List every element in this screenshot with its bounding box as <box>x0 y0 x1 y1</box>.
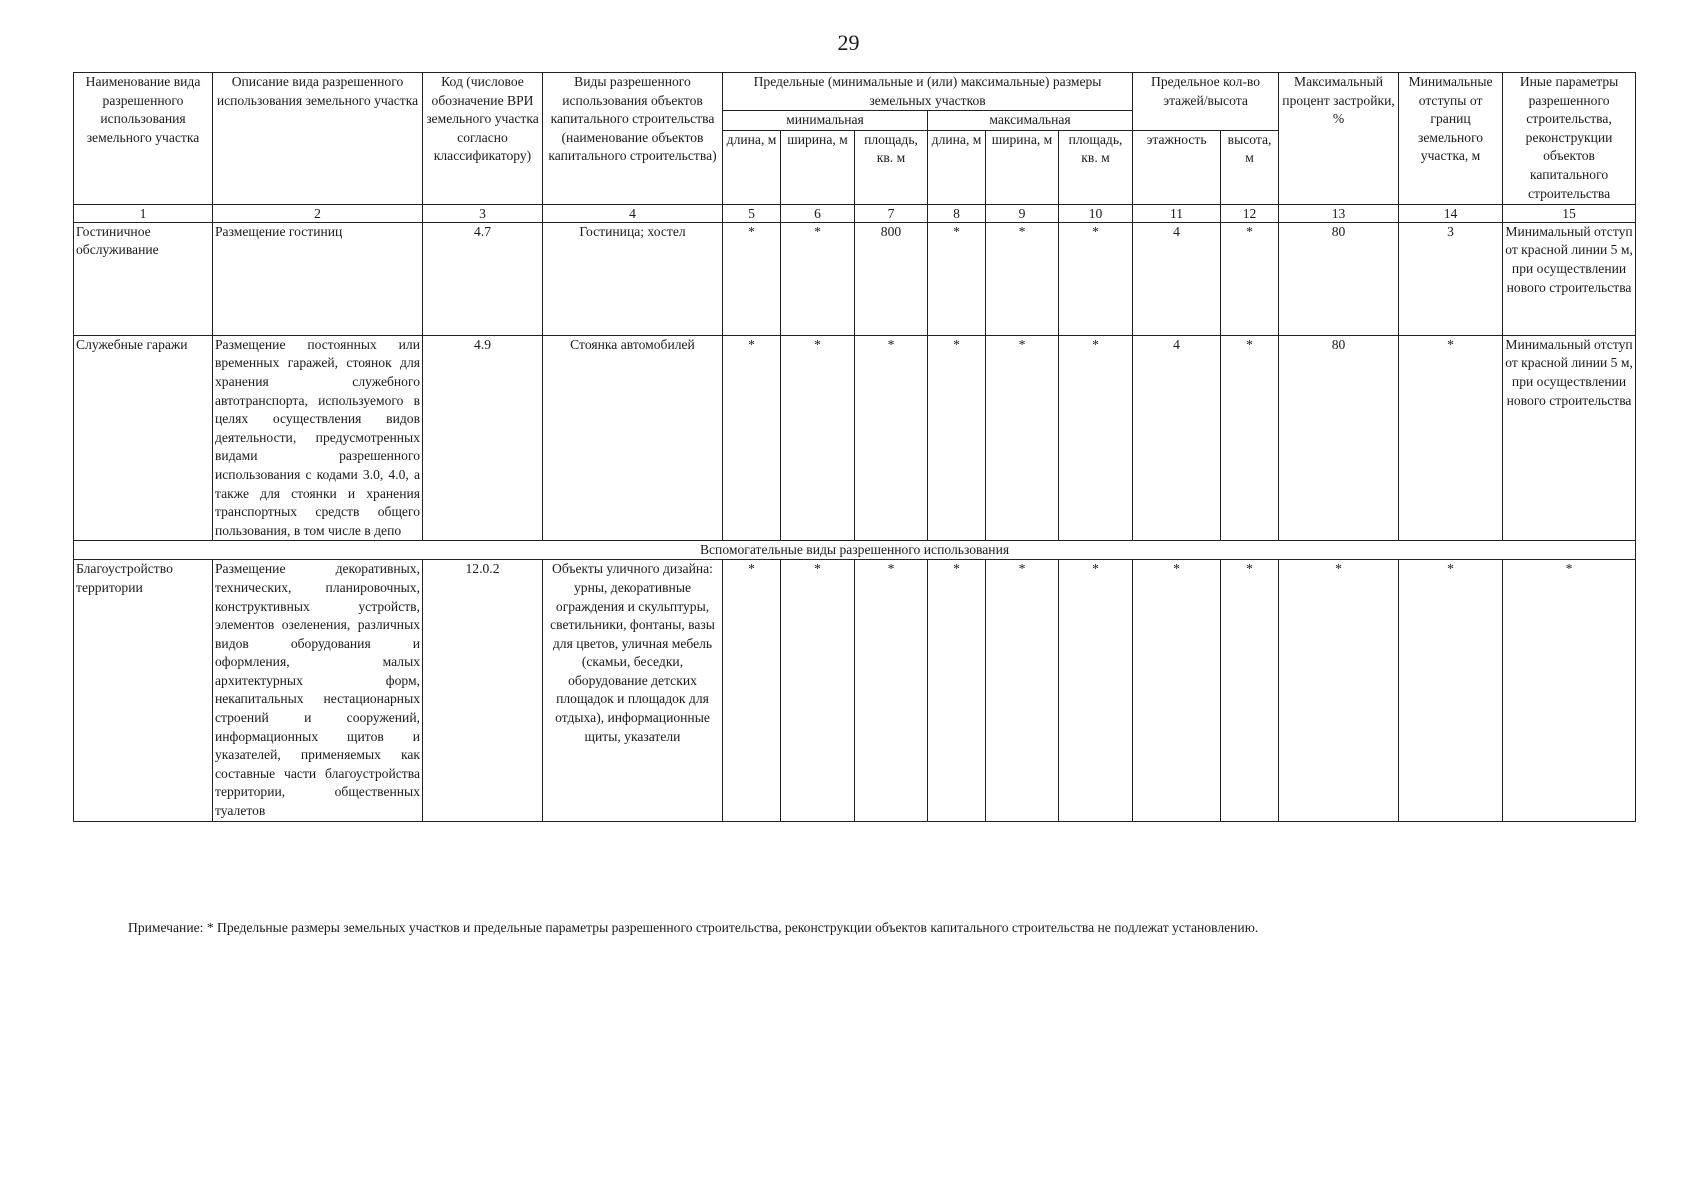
row-min-length: * <box>723 560 781 821</box>
row-min-length: * <box>723 335 781 541</box>
row-kinds: Объекты уличного дизайна: урны, декоративные ограждения и скульптуры, светильники, фонтаны, вазы для цветов, уличная мебель (скамьи, беседки, оборудование детских площадок и площадок для отдыха), информационные щиты, указатели <box>543 560 723 821</box>
header-kinds: Виды разрешенного использования объектов капитального строительства (наименование объектов капитального строительства) <box>543 73 723 205</box>
row-max-percent: 80 <box>1279 335 1399 541</box>
column-number: 3 <box>423 204 543 222</box>
column-number: 13 <box>1279 204 1399 222</box>
column-number: 12 <box>1221 204 1279 222</box>
section-row <box>74 541 1636 560</box>
row-code: 4.9 <box>423 335 543 541</box>
row-height: * <box>1221 560 1279 821</box>
row-min-indent: * <box>1399 560 1503 821</box>
table-row <box>74 560 1636 821</box>
row-min-width: * <box>781 222 855 335</box>
header-code: Код (числовое обозначение ВРИ земельного участка согласно классификатору) <box>423 73 543 205</box>
row-max-width: * <box>986 335 1059 541</box>
column-number: 8 <box>928 204 986 222</box>
row-min-area: 800 <box>855 222 928 335</box>
row-min-width: * <box>781 560 855 821</box>
table-row <box>74 335 1636 541</box>
column-number: 15 <box>1503 204 1636 222</box>
row-kinds: Стоянка автомобилей <box>543 335 723 541</box>
page-number: 29 <box>837 30 860 55</box>
row-max-width: * <box>986 560 1059 821</box>
header-height: высота, м <box>1221 130 1279 204</box>
column-number: 2 <box>213 204 423 222</box>
header-max-area: площадь, кв. м <box>1059 130 1133 204</box>
row-max-length: * <box>928 222 986 335</box>
header-minimum: минимальная <box>723 111 928 131</box>
header-max-percent: Максимальный процент застройки, % <box>1279 73 1399 205</box>
row-max-width: * <box>986 222 1059 335</box>
row-max-length: * <box>928 335 986 541</box>
row-height: * <box>1221 335 1279 541</box>
row-description: Размещение постоянных или временных гаражей, стоянок для хранения служебного автотранспорта, используемого в целях осуществления видов деятельности, предусмотренных видами разрешенного использования с кодами 3.0, 4.0, а также для стоянки и хранения транспортных средств общего пользования, в том числе в депо <box>213 335 423 541</box>
header-min-width: ширина, м <box>781 130 855 204</box>
row-height: * <box>1221 222 1279 335</box>
row-max-area: * <box>1059 335 1133 541</box>
header-row-1 <box>74 73 1636 111</box>
header-min-indent: Минимальные отступы от границ земельного участка, м <box>1399 73 1503 205</box>
column-number: 11 <box>1133 204 1221 222</box>
row-code: 12.0.2 <box>423 560 543 821</box>
row-max-percent: * <box>1279 560 1399 821</box>
row-max-area: * <box>1059 560 1133 821</box>
row-max-length: * <box>928 560 986 821</box>
header-other: Иные параметры разрешенного строительства, реконструкции объектов капитального строительства <box>1503 73 1636 205</box>
header-maximum: максимальная <box>928 111 1133 131</box>
land-use-table <box>73 72 1636 822</box>
header-max-length: длина, м <box>928 130 986 204</box>
section-title: Вспомогательные виды разрешенного использования <box>74 541 1636 560</box>
row-floors: * <box>1133 560 1221 821</box>
header-min-length: длина, м <box>723 130 781 204</box>
column-number: 5 <box>723 204 781 222</box>
column-numbers-row <box>74 204 1636 222</box>
header-sizes-group: Предельные (минимальные и (или) максимальные) размеры земельных участков <box>723 73 1133 111</box>
row-min-length: * <box>723 222 781 335</box>
header-description: Описание вида разрешенного использования земельного участка <box>213 73 423 205</box>
row-description: Размещение гостиниц <box>213 222 423 335</box>
header-min-area: площадь, кв. м <box>855 130 928 204</box>
header-floors: этажность <box>1133 130 1221 204</box>
row-kinds: Гостиница; хостел <box>543 222 723 335</box>
column-number: 6 <box>781 204 855 222</box>
row-min-indent: 3 <box>1399 222 1503 335</box>
row-other: Минимальный отступ от красной линии 5 м, при осуществлении нового строительства <box>1503 335 1636 541</box>
header-max-width: ширина, м <box>986 130 1059 204</box>
row-min-indent: * <box>1399 335 1503 541</box>
column-number: 9 <box>986 204 1059 222</box>
row-other: * <box>1503 560 1636 821</box>
row-min-width: * <box>781 335 855 541</box>
column-number: 7 <box>855 204 928 222</box>
row-name: Гостиничное обслуживание <box>74 222 213 335</box>
column-number: 10 <box>1059 204 1133 222</box>
column-number: 4 <box>543 204 723 222</box>
row-name: Благоустройство территории <box>74 560 213 821</box>
row-min-area: * <box>855 335 928 541</box>
row-description: Размещение декоративных, технических, планировочных, конструктивных устройств, элементов озеленения, различных видов оборудования и оформления, малых архитектурных форм, некапитальных нестационарных строений и сооружений, информационных щитов и указателей, применяемых как составные части благоустройства территории, общественных туалетов <box>213 560 423 821</box>
row-floors: 4 <box>1133 222 1221 335</box>
row-code: 4.7 <box>423 222 543 335</box>
row-max-percent: 80 <box>1279 222 1399 335</box>
table-row <box>74 222 1636 335</box>
row-floors: 4 <box>1133 335 1221 541</box>
row-min-area: * <box>855 560 928 821</box>
footnote: Примечание: * Предельные размеры земельных участков и предельные параметры разрешенного строительства, реконструкции объектов капитального строительства не подлежат установлению. <box>128 920 1259 935</box>
header-floors-group: Предельное кол-во этажей/высота <box>1133 73 1279 131</box>
header-name: Наименование вида разрешенного использования земельного участка <box>74 73 213 205</box>
column-number: 1 <box>74 204 213 222</box>
column-number: 14 <box>1399 204 1503 222</box>
row-name: Служебные гаражи <box>74 335 213 541</box>
row-max-area: * <box>1059 222 1133 335</box>
row-other: Минимальный отступ от красной линии 5 м, при осуществлении нового строительства <box>1503 222 1636 335</box>
